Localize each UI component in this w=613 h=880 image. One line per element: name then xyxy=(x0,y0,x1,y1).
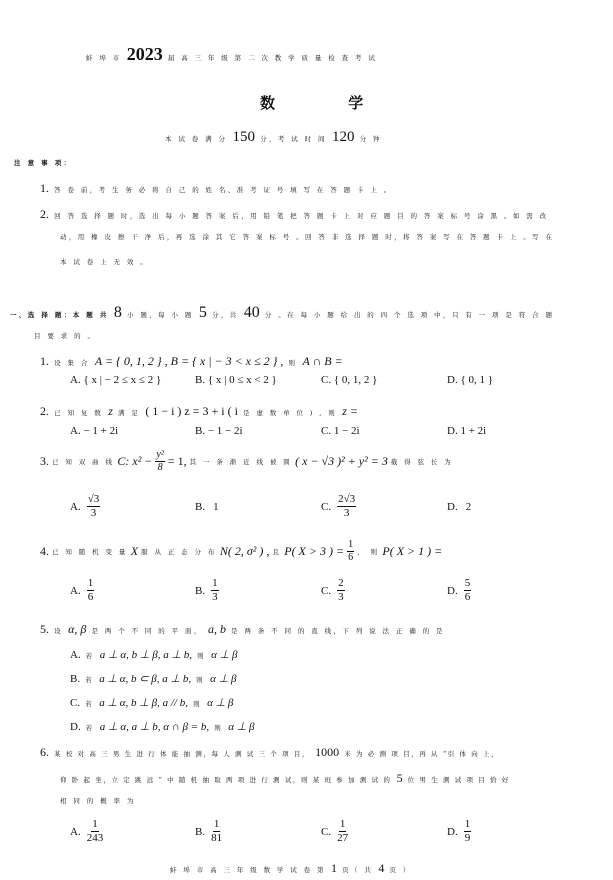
option-b[interactable] xyxy=(70,667,237,686)
option-value: 2 xyxy=(465,501,472,513)
option-math: α ⊥ β xyxy=(228,721,255,733)
question-math: P( X > 3 ) = xyxy=(284,544,345,558)
exam-title xyxy=(86,44,377,65)
option-label: C. xyxy=(321,584,332,597)
option-math: a ⊥ α, b ⊥ β, a // b, xyxy=(99,697,188,709)
numerator: y² xyxy=(156,449,164,460)
denominator: 243 xyxy=(86,832,104,844)
section-header xyxy=(10,302,554,322)
question-text: 满 足 xyxy=(117,409,141,417)
question-text: 设 集 合 xyxy=(54,359,90,367)
option-label: A. xyxy=(70,584,81,597)
section-count: 8 xyxy=(113,304,122,321)
question-math: C: x² − xyxy=(117,454,153,468)
fraction xyxy=(464,819,472,844)
question-text: 仰 卧 起 坐，立 定 跳 远 ” 中 随 机 抽 取 两 项 进 行 测 试，则 某 班 参 加 测 试 的 xyxy=(60,776,392,784)
page-total: 4 xyxy=(378,861,385,875)
numerator: 1 xyxy=(212,577,218,589)
question-text: 位 男 生 测 试 项 目 恰 好 xyxy=(407,776,510,784)
question-math: A = { 0, 1, 2 } , B = { x | − 3 < x ≤ 2 } , xyxy=(94,354,284,368)
numerator: 5 xyxy=(464,577,471,589)
option-c[interactable] xyxy=(321,494,356,519)
note-line: 动，用 橡 皮 擦 干 净 后，再 选 涂 其 它 答 案 标 号 。回 答 非 选 择 题 时，将 答 案 写 在 答 题 卡 上 。写 在 xyxy=(60,233,555,241)
numerator: 1 xyxy=(464,818,471,830)
section-total: 40 xyxy=(243,304,260,321)
denominator: 27 xyxy=(337,832,349,844)
denominator: 3 xyxy=(343,507,350,519)
fraction xyxy=(337,578,345,603)
denominator: 8 xyxy=(157,462,163,473)
numerator: √3 xyxy=(87,493,100,505)
option-text: 若 xyxy=(85,652,95,660)
option-math: α ⊥ β xyxy=(207,697,234,709)
question-text: 且 xyxy=(272,548,282,556)
section-head-c: 分，共 xyxy=(211,311,239,319)
option-b[interactable]: B. { x | 0 ≤ x < 2 } xyxy=(195,374,277,386)
denominator: 6 xyxy=(87,591,94,603)
option-text: 若 xyxy=(85,724,95,732)
question-number: 3. xyxy=(40,454,49,468)
question-text: 已 知 双 曲 线 xyxy=(52,458,115,466)
exam-prefix: 蚌 埠 市 xyxy=(86,54,122,62)
question-text: ， 则 xyxy=(357,548,380,556)
question-4 xyxy=(40,540,442,563)
denominator: 3 xyxy=(212,591,218,603)
question-math: a, b xyxy=(207,622,226,636)
fraction xyxy=(337,494,356,519)
option-b[interactable] xyxy=(195,578,219,603)
option-label: A. xyxy=(70,825,81,838)
note-number: 1. xyxy=(40,181,49,195)
option-d[interactable]: D. 1 + 2i xyxy=(447,425,487,437)
fraction xyxy=(347,540,354,563)
question-number: 2. xyxy=(40,404,49,418)
section-head-b: 小 题，每 小 题 xyxy=(126,311,194,319)
score-mid: 分，考 试 时 间 xyxy=(260,135,327,143)
denominator: 6 xyxy=(348,552,354,563)
option-a[interactable] xyxy=(70,494,100,519)
option-text: 则 xyxy=(193,700,202,708)
option-label: D. xyxy=(447,501,458,513)
option-value: 1 xyxy=(213,501,219,513)
question-math: = 1, xyxy=(167,454,187,468)
section-head-d: 分 。在 每 小 题 给 出 的 四 个 选 项 中，只 有 一 项 是 符 合 题 xyxy=(264,311,555,319)
option-math: a ⊥ α, a ⊥ b, α ∩ β = b, xyxy=(99,721,210,733)
option-text: 则 xyxy=(196,676,206,684)
time-suffix: 分 钟 xyxy=(359,135,382,143)
question-text: 其 一 条 渐 近 线 被 圆 xyxy=(189,458,293,466)
question-6 xyxy=(40,741,499,760)
option-text: 若 xyxy=(85,676,95,684)
question-text: 某 校 对 高 三 男 生 进 行 体 能 抽 测，每 人 测 试 三 个 项 目， xyxy=(54,750,311,758)
numerator: 1 xyxy=(348,539,354,550)
option-label: C. xyxy=(321,825,332,838)
question-text: 是 虚 数 单 位 ) , 则 xyxy=(243,409,338,417)
note-line: 答 卷 前，考 生 务 必 将 自 己 的 姓 名、准 考 证 号 填 写 在 答 题 卡 上 。 xyxy=(54,186,393,194)
option-text: 则 xyxy=(197,652,207,660)
question-math: 5 xyxy=(396,771,403,785)
footer-text: 页（ 共 xyxy=(342,866,374,874)
question-number: 4. xyxy=(40,544,49,558)
option-b[interactable] xyxy=(195,501,219,513)
numerator: 1 xyxy=(92,818,98,830)
option-label: D. xyxy=(70,721,81,733)
option-math: α ⊥ β xyxy=(211,649,238,661)
section-each: 5 xyxy=(198,304,207,321)
numerator: 1 xyxy=(213,818,220,830)
numerator: 2 xyxy=(338,577,344,589)
numerator: 1 xyxy=(339,818,346,830)
option-c[interactable] xyxy=(321,578,345,603)
option-c[interactable]: C. { 0, 1, 2 } xyxy=(321,374,378,386)
question-text: 已 知 随 机 变 量 xyxy=(52,548,128,556)
option-d[interactable] xyxy=(447,501,471,513)
question-math: z xyxy=(108,404,113,418)
section-head-e: 目 要 求 的 。 xyxy=(34,332,97,340)
fraction xyxy=(211,819,222,844)
option-c[interactable]: C. 1 − 2i xyxy=(321,425,360,437)
question-text: 是 两 条 不 同 的 直 线，下 列 说 法 正 确 的 是 xyxy=(231,627,445,635)
fraction xyxy=(87,819,104,844)
section-head-a: 一、选 择 题：本 题 共 xyxy=(10,311,109,319)
question-text: 相 同 的 概 率 为 xyxy=(60,797,136,805)
note-1 xyxy=(40,177,393,196)
question-math: P( X > 1 ) = xyxy=(382,544,443,558)
score-value: 150 xyxy=(232,129,255,145)
question-text: 设 xyxy=(54,627,63,635)
question-number: 6. xyxy=(40,745,49,759)
fraction xyxy=(211,578,219,603)
exam-info xyxy=(165,126,382,146)
fraction xyxy=(87,578,95,603)
time-value: 120 xyxy=(331,129,355,145)
question-number: 5. xyxy=(40,622,49,636)
numerator: 1 xyxy=(87,577,94,589)
question-math: X xyxy=(130,544,139,558)
option-c[interactable] xyxy=(70,691,233,710)
question-text: 截 得 弦 长 为 xyxy=(390,458,454,466)
option-label: C. xyxy=(321,500,332,513)
question-text: 服 从 正 态 分 布 xyxy=(141,548,217,556)
page-number: 1 xyxy=(331,861,338,875)
question-math: A ∩ B = xyxy=(302,354,343,368)
numerator: 2√3 xyxy=(338,493,356,505)
option-math: α ⊥ β xyxy=(210,673,237,685)
option-b[interactable]: B. − 1 − 2i xyxy=(195,425,243,437)
option-d[interactable] xyxy=(447,819,471,844)
fraction xyxy=(87,494,101,519)
option-d[interactable]: D. { 0, 1 } xyxy=(447,374,494,386)
score-prefix: 本 试 卷 满 分 xyxy=(165,135,228,143)
question-math: 1000 xyxy=(315,745,340,759)
note-line: 本 试 卷 上 无 效 。 xyxy=(60,258,150,266)
option-label: D. xyxy=(447,825,458,838)
question-math: N( 2, σ² ) , xyxy=(219,544,270,558)
option-label: D. xyxy=(447,584,458,597)
denominator: 81 xyxy=(211,832,223,844)
denominator: 3 xyxy=(338,591,344,603)
question-2 xyxy=(40,400,358,419)
option-c[interactable] xyxy=(321,819,348,844)
option-d[interactable] xyxy=(447,578,471,603)
fraction xyxy=(155,450,164,473)
option-b[interactable] xyxy=(195,819,222,844)
denominator: 6 xyxy=(464,591,471,603)
fraction xyxy=(464,578,472,603)
subject-title: 数 学 xyxy=(260,94,398,112)
note-number: 2. xyxy=(40,207,49,221)
question-3 xyxy=(40,450,453,473)
option-label: B. xyxy=(195,584,206,597)
note-2 xyxy=(40,203,549,222)
fraction xyxy=(337,819,348,844)
option-text: 则 xyxy=(214,724,224,732)
option-d[interactable] xyxy=(70,715,255,734)
option-label: B. xyxy=(195,825,206,838)
notes-title: 注 意 事 项： xyxy=(14,159,73,167)
option-label: A. xyxy=(70,500,81,513)
page-footer xyxy=(170,857,412,876)
question-math: α, β xyxy=(68,622,87,636)
note-line: 回 答 选 择 题 时，选 出 每 小 题 答 案 后，用 铅 笔 把 答 题 卡 上 对 应 题 目 的 答 案 标 号 涂 黑 。如 需 改 xyxy=(54,212,549,220)
option-math: a ⊥ α, b ⊥ β, a ⊥ b, xyxy=(99,649,193,661)
question-math: ( x − √3 )² + y² = 3 xyxy=(295,454,388,468)
footer-text: 蚌 埠 市 高 三 年 级 数 学 试 卷 第 xyxy=(170,866,326,874)
option-label: A. xyxy=(70,649,81,661)
question-1 xyxy=(40,350,343,369)
question-math: z = xyxy=(342,404,358,418)
option-label: B. xyxy=(70,673,81,685)
option-a[interactable]: A. { x | − 2 ≤ x ≤ 2 } xyxy=(70,374,162,386)
footer-text: 页 ） xyxy=(389,866,412,874)
option-label: C. xyxy=(70,697,81,709)
option-a[interactable] xyxy=(70,819,103,844)
exam-suffix: 届 高 三 年 级 第 二 次 教 学 质 量 检 查 考 试 xyxy=(167,54,378,62)
question-text: 则 xyxy=(288,359,298,367)
denominator: 3 xyxy=(90,507,97,519)
option-math: a ⊥ α, b ⊂ β, a ⊥ b, xyxy=(99,673,192,685)
question-text: 已 知 复 数 xyxy=(54,409,104,417)
exam-year: 2023 xyxy=(126,44,163,64)
option-a[interactable] xyxy=(70,643,237,662)
option-a[interactable] xyxy=(70,578,94,603)
option-text: 若 xyxy=(85,700,95,708)
question-math: ( 1 − i ) z = 3 + i ( i xyxy=(145,404,238,418)
question-text: 是 两 个 不 同 的 平 面， xyxy=(91,627,203,635)
denominator: 9 xyxy=(464,832,471,844)
question-number: 1. xyxy=(40,354,49,368)
question-text: 米 为 必 测 项 目，再 从 “引 体 向 上， xyxy=(344,750,500,758)
question-5 xyxy=(40,618,445,637)
question-6-line-2 xyxy=(60,767,510,786)
option-label: B. xyxy=(195,501,206,513)
option-a[interactable]: A. − 1 + 2i xyxy=(70,425,119,437)
